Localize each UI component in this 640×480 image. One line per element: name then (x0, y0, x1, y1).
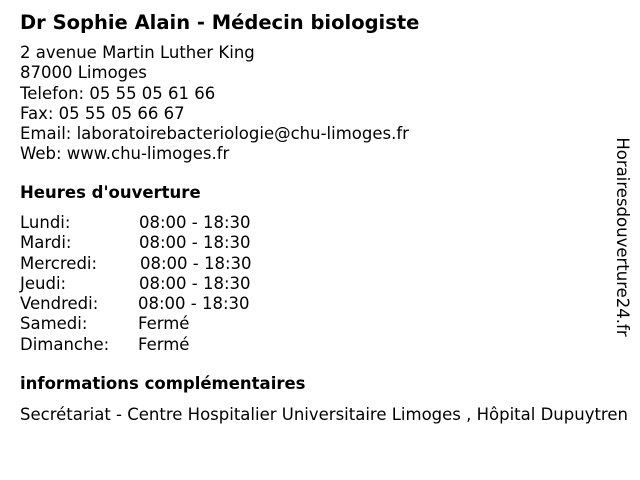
opening-hours-heading: Heures d'ouverture (20, 183, 201, 202)
time-range: 08:00 - 18:30 (139, 213, 251, 232)
address-city: 87000 Limoges (20, 63, 147, 83)
site-watermark: Horairesdouverture24.fr (613, 137, 632, 337)
address-street: 2 avenue Martin Luther King (20, 43, 255, 62)
additional-info-heading: informations complémentaires (20, 374, 306, 393)
day-label: Samedi: (20, 314, 88, 334)
day-label: Jeudi: (20, 273, 67, 293)
website-address: Web: www.chu-limoges.fr (20, 144, 230, 164)
page-title: Dr Sophie Alain - Médecin biologiste (20, 11, 420, 34)
fax-number: Fax: 05 55 05 66 67 (20, 103, 185, 123)
additional-info-text: Secrétariat - Centre Hospitalier Universitaire Limoges , Hôpital Dupuytren (20, 405, 628, 424)
contact-block (20, 43, 580, 165)
day-label: Dimanche: (20, 334, 110, 354)
day-label: Lundi: (20, 213, 71, 232)
day-label: Vendredi: (20, 294, 99, 314)
time-range: 08:00 - 18:30 (138, 294, 250, 314)
day-label: Mercredi: (20, 253, 98, 273)
phone-number: Telefon: 05 55 05 61 66 (20, 83, 216, 103)
time-range: 08:00 - 18:30 (139, 273, 251, 293)
time-range: Fermé (138, 314, 190, 334)
day-label: Mardi: (20, 233, 72, 253)
time-range: 08:00 - 18:30 (139, 233, 251, 253)
time-range: Fermé (138, 334, 190, 354)
email-address: Email: laboratoirebacteriologie@chu-limoges.fr (20, 124, 409, 144)
time-range: 08:00 - 18:30 (140, 253, 252, 273)
